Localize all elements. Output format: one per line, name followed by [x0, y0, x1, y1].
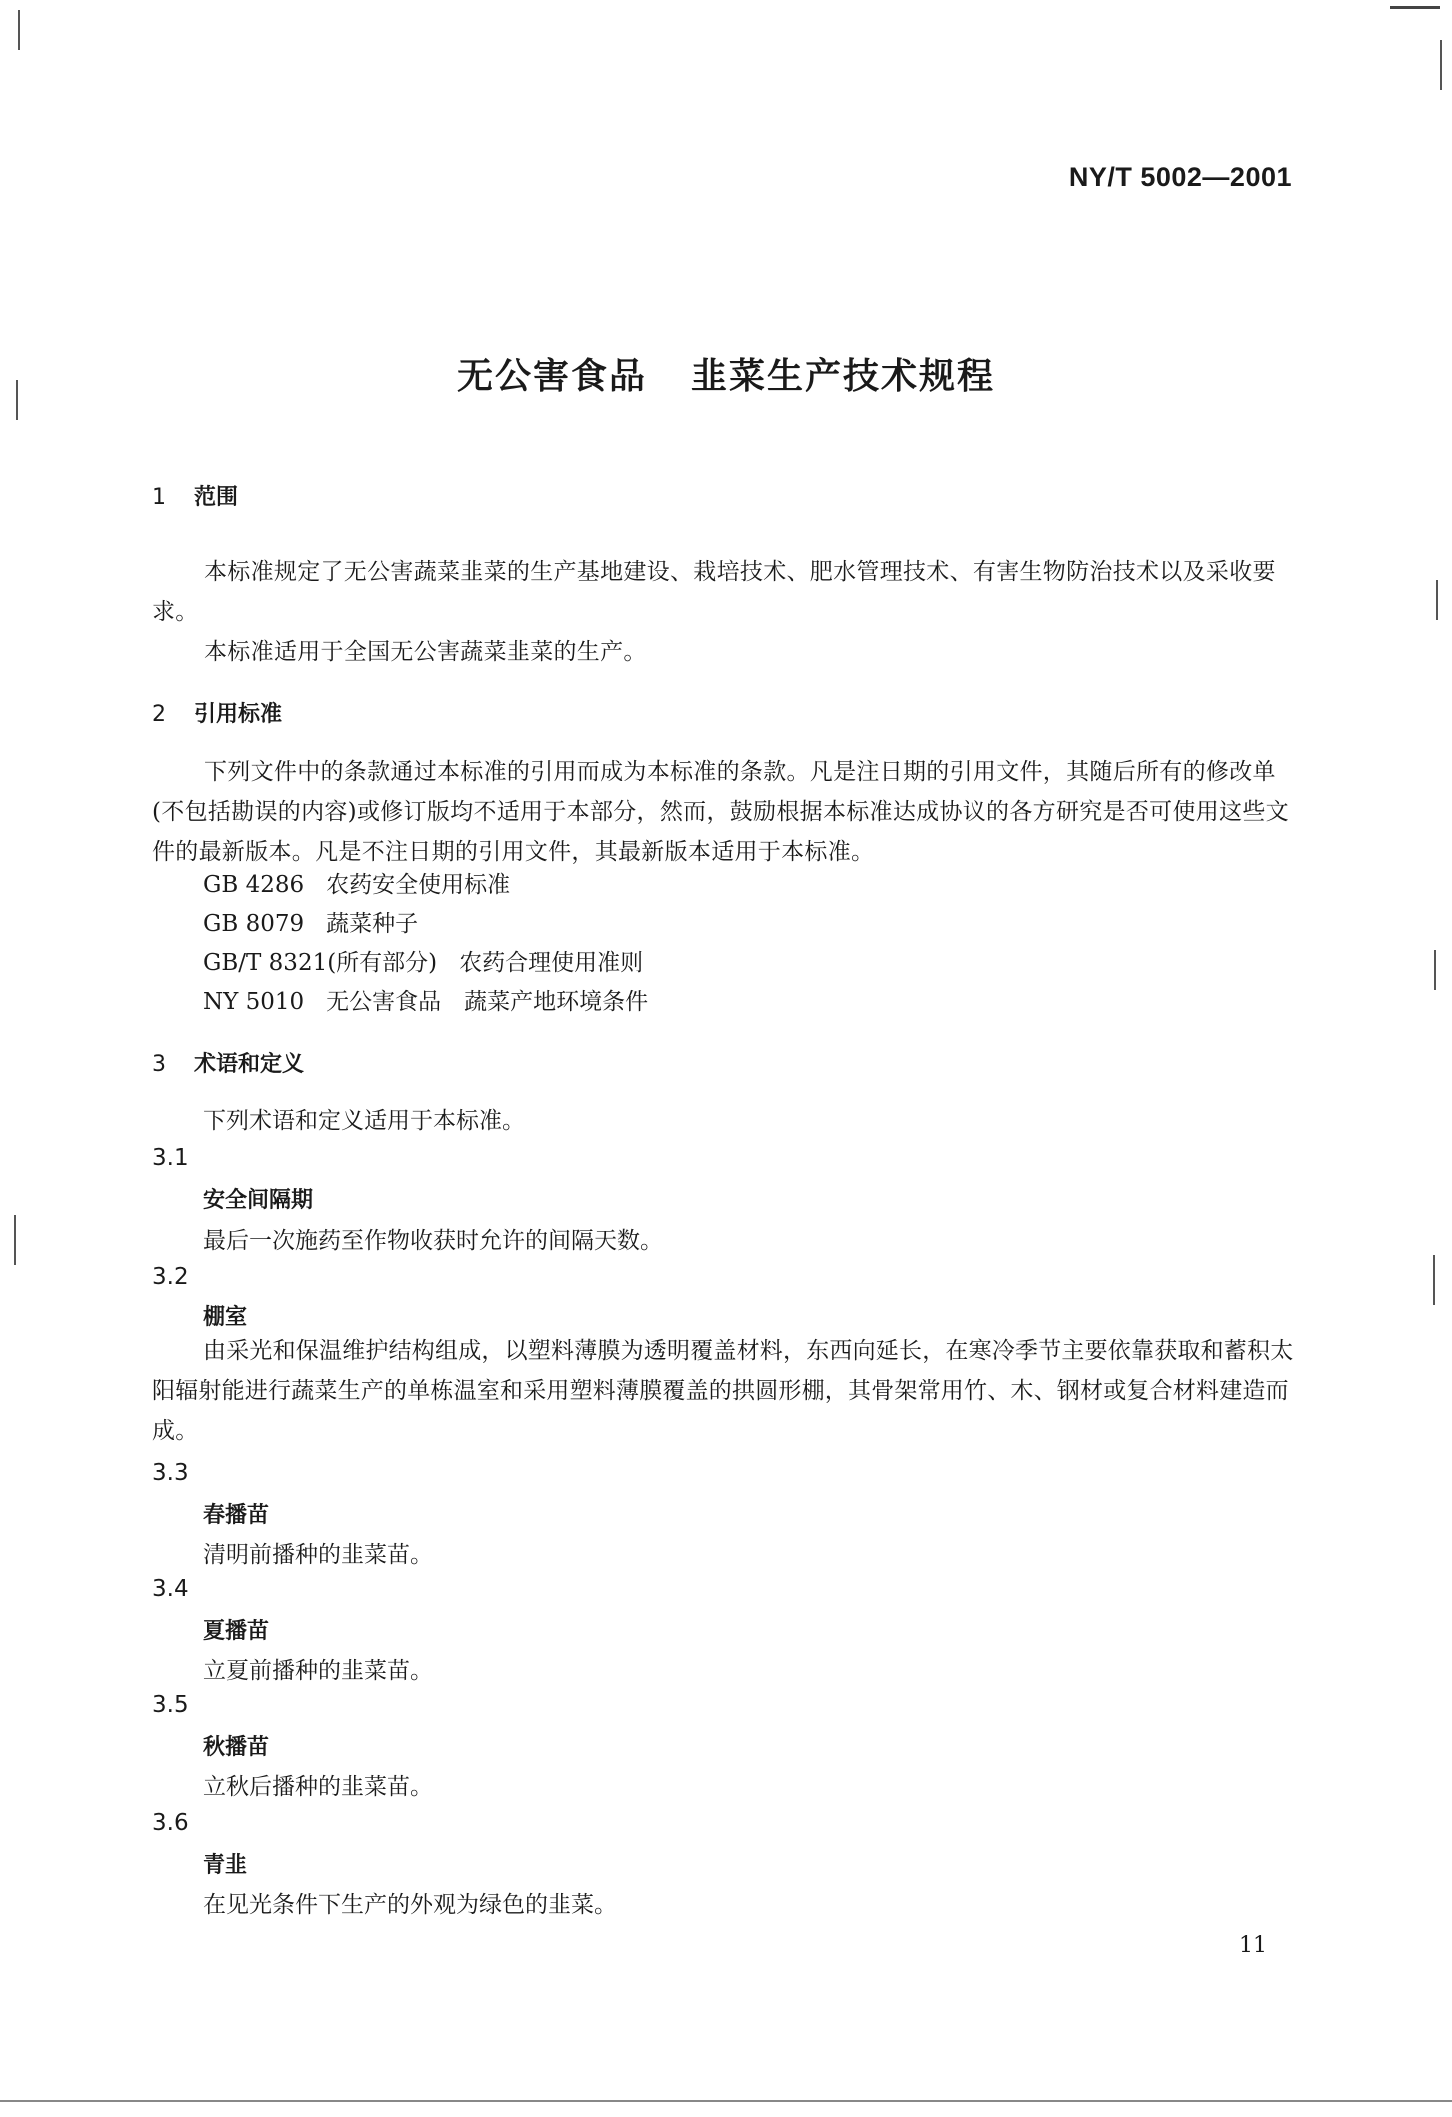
section-1-heading [152, 480, 238, 511]
section-1-paragraph-1: 本标准规定了无公害蔬菜韭菜的生产基地建设、栽培技术、肥水管理技术、有害生物防治技术以及采收要求。 [152, 559, 1276, 625]
section-number: 3 [152, 1052, 166, 1077]
section-number: 2 [152, 702, 166, 727]
term-number: 3.2 [152, 1264, 189, 1290]
term-definition: 清明前播种的韭菜苗。 [203, 1542, 433, 1568]
reference-code: NY 5010 [203, 989, 305, 1015]
reference-name: 蔬菜种子 [326, 911, 419, 937]
scan-artifact-right-4 [1433, 1255, 1435, 1305]
reference-item [203, 944, 643, 982]
section-3-heading [152, 1047, 304, 1078]
term-definition: 最后一次施药至作物收获时允许的间隔天数。 [203, 1228, 663, 1254]
reference-item [203, 866, 510, 904]
section-title: 范围 [194, 485, 239, 510]
section-3-intro: 下列术语和定义适用于本标准。 [203, 1108, 525, 1134]
term-definition: 立夏前播种的韭菜苗。 [203, 1658, 433, 1684]
term-definition: 在见光条件下生产的外观为绿色的韭菜。 [203, 1892, 617, 1918]
scan-artifact-right-2 [1436, 580, 1438, 620]
scan-artifact-left-3 [14, 1215, 16, 1265]
page-number: 11 [1239, 1933, 1267, 1958]
term-number: 3.6 [152, 1810, 189, 1836]
term-number: 3.1 [152, 1145, 189, 1171]
title-part-1: 无公害食品 [456, 356, 647, 397]
term-name: 青韭 [203, 1853, 248, 1878]
section-title: 术语和定义 [194, 1052, 305, 1077]
reference-item [203, 983, 648, 1021]
scan-artifact-bottom [0, 2100, 1452, 2102]
term-name: 安全间隔期 [203, 1188, 314, 1213]
scan-artifact-top [1390, 6, 1440, 9]
term-name: 夏播苗 [203, 1619, 270, 1644]
reference-code: GB 8079 [203, 911, 305, 937]
term-number: 3.3 [152, 1460, 189, 1486]
term-name: 春播苗 [203, 1503, 270, 1528]
reference-name: 农药合理使用准则 [459, 950, 644, 976]
term-name: 秋播苗 [203, 1735, 270, 1760]
term-definition: 由采光和保温维护结构组成，以塑料薄膜为透明覆盖材料，东西向延长，在寒冷季节主要依靠获取和蓄积太阳辐射能进行蔬菜生产的单栋温室和采用塑料薄膜覆盖的拱圆形棚，其骨架常用竹、木、钢材或复合材料建造而成。 [152, 1338, 1294, 1444]
term-name: 棚室 [203, 1305, 248, 1330]
term-number: 3.4 [152, 1576, 189, 1602]
reference-code: GB/T 8321(所有部分) [203, 950, 438, 976]
reference-item [203, 905, 418, 943]
section-title: 引用标准 [194, 702, 283, 727]
document-title [0, 348, 1452, 399]
term-definition: 立秋后播种的韭菜苗。 [203, 1774, 433, 1800]
section-1-paragraph-2: 本标准适用于全国无公害蔬菜韭菜的生产。 [204, 639, 647, 665]
scan-artifact-left-1 [18, 10, 20, 50]
scan-artifact-right-3 [1434, 950, 1436, 990]
reference-code: GB 4286 [203, 872, 305, 898]
scan-artifact-right-1 [1440, 40, 1442, 90]
section-number: 1 [152, 485, 166, 510]
reference-name: 无公害食品 蔬菜产地环境条件 [326, 989, 649, 1015]
section-2-paragraph-1: 下列文件中的条款通过本标准的引用而成为本标准的条款。凡是注日期的引用文件，其随后所有的修改单(不包括勘误的内容)或修订版均不适用于本部分，然而，鼓励根据本标准达成协议的各方研究是否可使用这些文件的最新版本。凡是不注日期的引用文件，其最新版本适用于本标准。 [152, 759, 1289, 865]
title-part-2: 韭菜生产技术规程 [691, 356, 996, 397]
term-number: 3.5 [152, 1692, 189, 1718]
reference-name: 农药安全使用标准 [326, 872, 511, 898]
section-2-heading [152, 697, 282, 728]
standard-code: NY/T 5002—2001 [1068, 162, 1292, 192]
